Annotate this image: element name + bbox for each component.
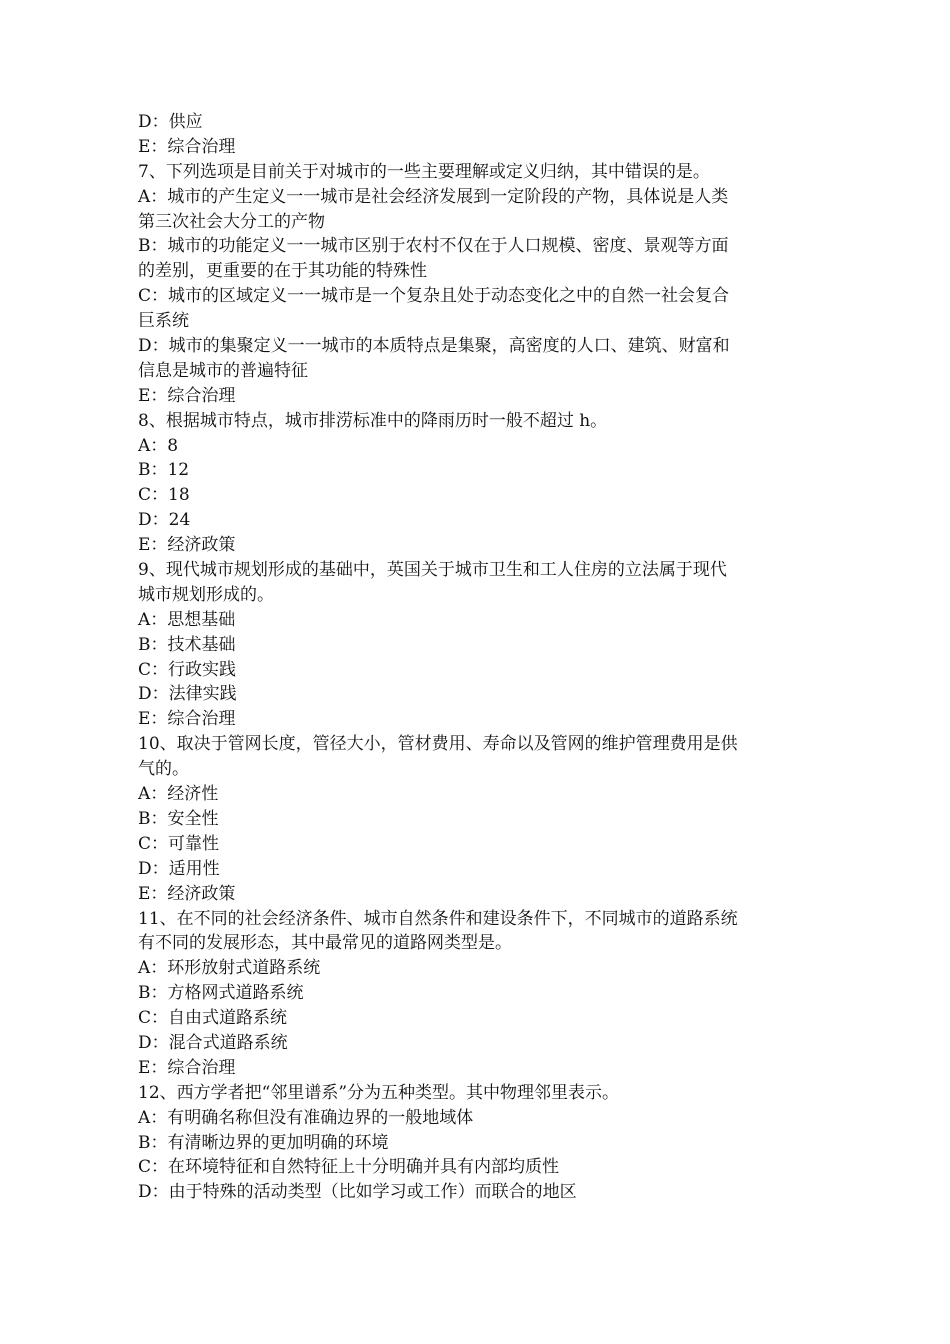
question-10-option-a: A：经济性 [138,784,219,805]
question-12-option-b: B：有清晰边界的更加明确的环境 [138,1132,389,1153]
question-8-option-c: C：18 [138,485,190,506]
question-9-option-c: C：行政实践 [138,659,237,680]
question-8-option-a: A：8 [138,435,179,456]
question-8-option-d: D：24 [138,510,191,531]
question-11-option-e: E：综合治理 [138,1057,236,1078]
document-page [138,110,818,1205]
question-11-option-c: C：自由式道路系统 [138,1008,288,1029]
question-9-option-a: A：思想基础 [138,609,236,630]
question-7-option-d-cont: 信息是城市的普遍特征 [138,360,308,381]
option-d: D：供应 [138,112,203,132]
question-10-option-d: D：适用性 [138,858,220,879]
question-10-option-c: C：可靠性 [138,833,220,854]
question-11-option-a: A：环形放射式道路系统 [138,958,321,979]
question-11: 11、在不同的社会经济条件、城市自然条件和建设条件下，不同城市的道路系统 [138,908,738,929]
question-7-option-a-cont: 第三次社会大分工的产物 [138,211,325,232]
question-7-option-d: D：城市的集聚定义一一城市的本质特点是集聚，高密度的人口、建筑、财富和 [138,336,730,357]
question-9-option-e: E：综合治理 [138,709,236,730]
question-8: 8、根据城市特点，城市排涝标准中的降雨历时一般不超过 h。 [138,410,608,431]
question-11-cont: 有不同的发展形态，其中最常见的道路网类型是。 [138,933,512,954]
question-12-option-a: A：有明确名称但没有准确边界的一般地域体 [138,1107,474,1128]
question-7-option-c: C：城市的区域定义一一城市是一个复杂且处于动态变化之中的自然一社会复合 [138,286,730,307]
question-11-option-d: D：混合式道路系统 [138,1032,288,1053]
question-9-option-d: D：法律实践 [138,684,237,705]
question-10: 10、取决于管网长度，管径大小，管材费用、寿命以及管网的维护管理费用是供 [138,734,738,755]
question-8-option-e: E：经济政策 [138,535,236,556]
question-7-option-a: A：城市的产生定义一一城市是社会经济发展到一定阶段的产物，具体说是人类 [138,186,729,207]
question-7-option-b: B：城市的功能定义一一城市区别于农村不仅在于人口规模、密度、景观等方面 [138,236,729,257]
question-10-cont: 气的。 [138,759,189,780]
question-12: 12、西方学者把“邻里谱系”分为五种类型。其中物理邻里表示。 [138,1082,620,1103]
question-9-cont: 城市规划形成的。 [138,584,274,605]
option-e: E：综合治理 [138,136,236,157]
question-7-option-b-cont: 的差别，更重要的在于其功能的特殊性 [138,261,427,282]
question-10-option-e: E：经济政策 [138,883,236,904]
question-9-option-b: B：技术基础 [138,634,236,655]
question-12-option-d: D：由于特殊的活动类型（比如学习或工作）而联合的地区 [138,1182,577,1203]
question-10-option-b: B：安全性 [138,808,219,829]
question-8-option-b: B：12 [138,460,190,481]
question-9: 9、现代城市规划形成的基础中，英国关于城市卫生和工人住房的立法属于现代 [138,560,727,581]
question-7-option-c-cont: 巨系统 [138,311,189,332]
question-11-option-b: B：方格网式道路系统 [138,983,304,1004]
question-12-option-c: C：在环境特征和自然特征上十分明确并具有内部均质性 [138,1157,560,1178]
question-7: 7、下列选项是目前关于对城市的一些主要理解或定义归纳，其中错误的是。 [138,161,710,182]
question-7-option-e: E：综合治理 [138,385,236,406]
